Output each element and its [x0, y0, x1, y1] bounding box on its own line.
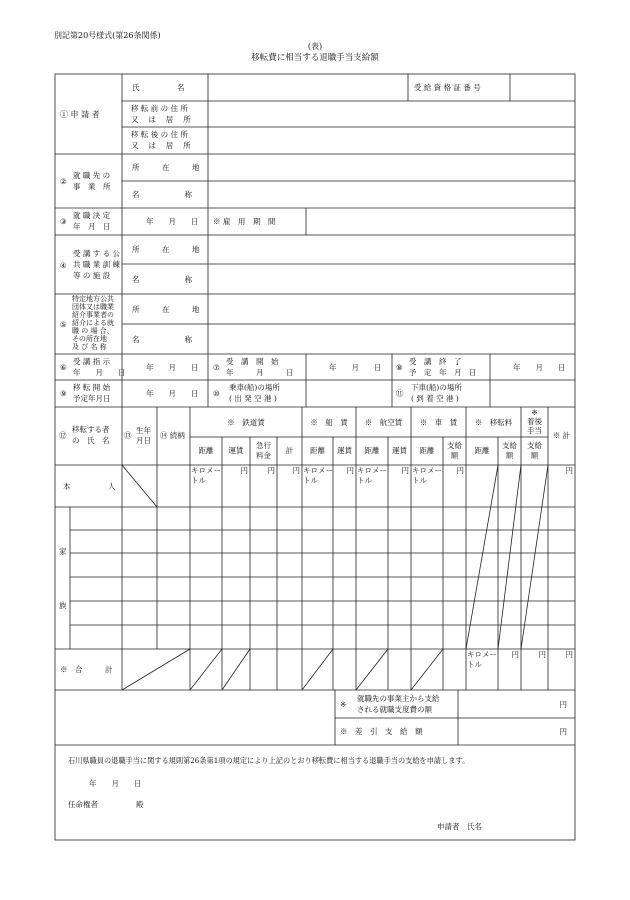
- rail-distance-header: 距離: [198, 446, 214, 455]
- support-label-1: 就職先の事業主から支給: [357, 694, 440, 703]
- specific-name-label: 名 称: [132, 335, 192, 344]
- air-km-1: キロメー: [357, 466, 387, 475]
- decision-number: ③: [60, 217, 67, 226]
- specific-label-1: 特定地方公共: [72, 295, 114, 303]
- air-fare-yen: 円: [401, 466, 409, 475]
- facility-name-label: 名 称: [132, 275, 192, 284]
- rail-express-header-2: 料金: [256, 451, 271, 460]
- specific-label-7: 及 び 名 称: [72, 343, 107, 351]
- car-km-1: キロメー: [412, 466, 442, 475]
- principal-label: 本 人: [63, 482, 116, 491]
- facility-name-field[interactable]: [209, 265, 574, 293]
- table-tag: (表): [307, 42, 323, 51]
- car-header: ※ 車 賃: [419, 418, 458, 427]
- next-address-label-1: 移 転 後 の 住 所: [131, 130, 188, 139]
- move-start-date-field[interactable]: 年 月 日: [146, 389, 199, 398]
- course-end-label-2: 予 定 年 月 日: [409, 368, 477, 377]
- moving-allow-header-1: 支給: [502, 441, 517, 450]
- support-mark: ※: [340, 700, 347, 709]
- applicant-name-label: 申請者 氏名: [437, 822, 482, 831]
- person-label-2: の 氏 名: [72, 436, 110, 445]
- prev-address-label-2: 又 は 居 所: [131, 115, 191, 124]
- car-allow-header-2: 額: [450, 451, 459, 460]
- alight-place-field[interactable]: [491, 381, 574, 406]
- ship-fare-header: 運賃: [337, 446, 352, 455]
- ship-distance-header: 距離: [310, 446, 325, 455]
- specific-location-field[interactable]: [209, 295, 574, 323]
- specific-label-5: 職 の 場 合、: [72, 327, 114, 335]
- air-fare-header: 運賃: [392, 446, 407, 455]
- car-allow-header-1: 支給: [447, 441, 462, 450]
- instruction-number: ⑥: [60, 363, 67, 372]
- specific-location-label: 所 在 地: [132, 305, 200, 314]
- balance-label: ※ 差 引 支 給 額: [340, 727, 423, 736]
- ship-header: ※ 船 賃: [310, 418, 348, 427]
- honorific-label: 殿: [136, 800, 144, 809]
- facility-label-2: 共 職 業 訓 練: [73, 260, 121, 269]
- rail-fare-header: 運賃: [228, 446, 244, 455]
- arrival-label-1: 着後: [527, 417, 542, 426]
- moving-km-2: トル: [467, 660, 482, 669]
- move-start-number: ⑨: [60, 389, 67, 398]
- rail-header: ※ 鉄道賃: [227, 418, 265, 427]
- employment-term-label: ※ 雇 用 期 間: [213, 217, 276, 226]
- name-label: 氏 名: [132, 83, 185, 92]
- decision-date-field[interactable]: 年 月 日: [146, 217, 199, 226]
- relation-label: ⑭ 続柄: [160, 431, 185, 440]
- moving-allow-header-2: 額: [505, 451, 514, 460]
- applicant-label: ① 申 請 者: [60, 110, 100, 119]
- name-field[interactable]: [209, 75, 407, 100]
- employer-label-1: 就 職 先 の: [73, 171, 111, 180]
- rail-express-yen: 円: [267, 466, 275, 475]
- ship-km-2: トル: [303, 476, 318, 485]
- employer-location-field[interactable]: [209, 155, 574, 180]
- employer-label-2: 事 業 所: [73, 182, 111, 191]
- board-place-field[interactable]: [307, 381, 391, 406]
- car-distance-header: 距離: [419, 446, 435, 455]
- family-label-2: 族: [59, 601, 67, 610]
- board-label-1: 乗車(船)の場所: [229, 383, 280, 392]
- facility-number: ④: [60, 261, 67, 270]
- cert-number-label: 受 給 資 格 証 番 号: [414, 83, 481, 92]
- birth-number: ⑬: [124, 431, 132, 440]
- rail-express-header-1: 急行: [256, 441, 271, 450]
- rail-subtotal-header: 計: [285, 446, 294, 455]
- course-start-label-2: 年 月 日: [226, 368, 294, 377]
- application-date[interactable]: 年 月 日: [89, 779, 142, 788]
- board-number: ⑩: [213, 389, 220, 398]
- move-start-label-2: 予定年月日: [73, 394, 111, 403]
- rail-km-2: トル: [191, 476, 206, 485]
- course-end-number: ⑧: [396, 363, 403, 372]
- facility-label-1: 受 講 す る 公: [73, 249, 121, 258]
- person-label-1: 移転する者: [72, 425, 110, 434]
- employer-location-label: 所 在 地: [132, 163, 200, 172]
- cert-number-field[interactable]: [511, 75, 574, 100]
- prev-address-field[interactable]: [209, 102, 574, 126]
- board-label-2: ( 出 発 空 港 ): [229, 394, 277, 403]
- total-header: ※ 計: [552, 431, 571, 440]
- specific-label-2: 団体又は職業: [72, 303, 114, 311]
- birth-label-1: 生年: [136, 426, 151, 435]
- employment-term-field[interactable]: [307, 209, 574, 234]
- car-km-2: トル: [412, 476, 427, 485]
- rail-fare-yen: 円: [240, 466, 248, 475]
- course-start-label-1: 受 講 開 始: [226, 357, 279, 366]
- car-allow-yen: 円: [456, 466, 464, 475]
- instruction-date-field[interactable]: 年 月 日: [146, 363, 199, 372]
- course-end-label-1: 受 講 終 了: [409, 357, 462, 366]
- page-title: 移転費に相当する退職手当支給額: [251, 53, 379, 63]
- arrival-label-2: 手当: [527, 426, 542, 435]
- employer-name-label: 名 称: [132, 190, 192, 199]
- decision-label-1: 就 職 決 定: [73, 211, 111, 220]
- air-header: ※ 航空賃: [364, 418, 403, 427]
- grand-total-yen: 円: [565, 650, 573, 659]
- facility-location-field[interactable]: [209, 236, 574, 263]
- balance-amount-yen: 円: [559, 727, 567, 736]
- air-km-2: トル: [357, 476, 372, 485]
- person-number: ⑫: [59, 431, 67, 440]
- alight-number: ⑪: [396, 389, 404, 398]
- principal-total-yen: 円: [565, 466, 573, 475]
- specific-name-field[interactable]: [209, 325, 574, 353]
- employer-number: ②: [60, 177, 67, 186]
- course-start-date-field[interactable]: 年 月 日: [329, 363, 382, 372]
- arrival-allow-header-2: 額: [530, 451, 539, 460]
- form-number: 別記第20号様式(第26条関係): [54, 31, 161, 40]
- ship-fare-yen: 円: [346, 466, 354, 475]
- authority-label: 任命権者: [68, 800, 98, 809]
- prev-address-label-1: 移 転 前 の 住 所: [131, 104, 188, 113]
- moving-km-1: キロメー: [467, 650, 497, 659]
- specific-label-4: 紹介による就: [72, 319, 114, 327]
- instruction-label-2: 年 月 日: [73, 368, 126, 377]
- instruction-label-1: 受 講 指 示: [73, 357, 111, 366]
- specific-number: ⑤: [60, 320, 67, 329]
- moving-distance-header: 距離: [474, 446, 490, 455]
- next-address-field[interactable]: [209, 128, 574, 153]
- arrival-allow-header-1: 支給: [527, 441, 542, 450]
- employer-name-field[interactable]: [209, 182, 574, 207]
- alight-label-2: ( 到 着 空 港 ): [411, 394, 459, 403]
- facility-location-label: 所 在 地: [132, 245, 200, 254]
- ship-km-1: キロメー: [303, 466, 333, 475]
- move-start-label-1: 移 転 開 始: [73, 383, 111, 392]
- family-label-1: 家: [59, 547, 67, 556]
- support-label-2: される就職支度費の額: [357, 705, 432, 714]
- alight-label-1: 下車(船)の場所: [411, 383, 462, 392]
- support-amount-yen: 円: [559, 700, 567, 709]
- air-distance-header: 距離: [364, 446, 380, 455]
- rail-subtotal-yen: 円: [292, 466, 300, 475]
- application-statement: 石川県職員の退職手当に関する規則第26条第1項の規定により上記のとおり移転費に相当する退職手当の支給を申請します。: [68, 756, 470, 765]
- rail-km-1: キロメー: [191, 466, 221, 475]
- facility-label-3: 等 の 施 設: [73, 271, 111, 280]
- course-start-number: ⑦: [213, 363, 220, 372]
- moving-header: ※ 移転料: [474, 418, 513, 427]
- arrival-mark: ※: [531, 408, 538, 417]
- decision-label-2: 年 月 日: [73, 222, 111, 231]
- specific-label-6: その所在地: [72, 335, 107, 343]
- birth-label-2: 月日: [136, 436, 151, 445]
- specific-label-3: 紹介事業者の: [72, 311, 114, 319]
- moving-allow-yen: 円: [511, 650, 519, 659]
- next-address-label-2: 又 は 居 所: [131, 141, 191, 150]
- course-end-date-field[interactable]: 年 月 日: [513, 363, 566, 372]
- arrival-allow-yen: 円: [538, 650, 546, 659]
- sum-label: ※ 合 計: [60, 665, 113, 674]
